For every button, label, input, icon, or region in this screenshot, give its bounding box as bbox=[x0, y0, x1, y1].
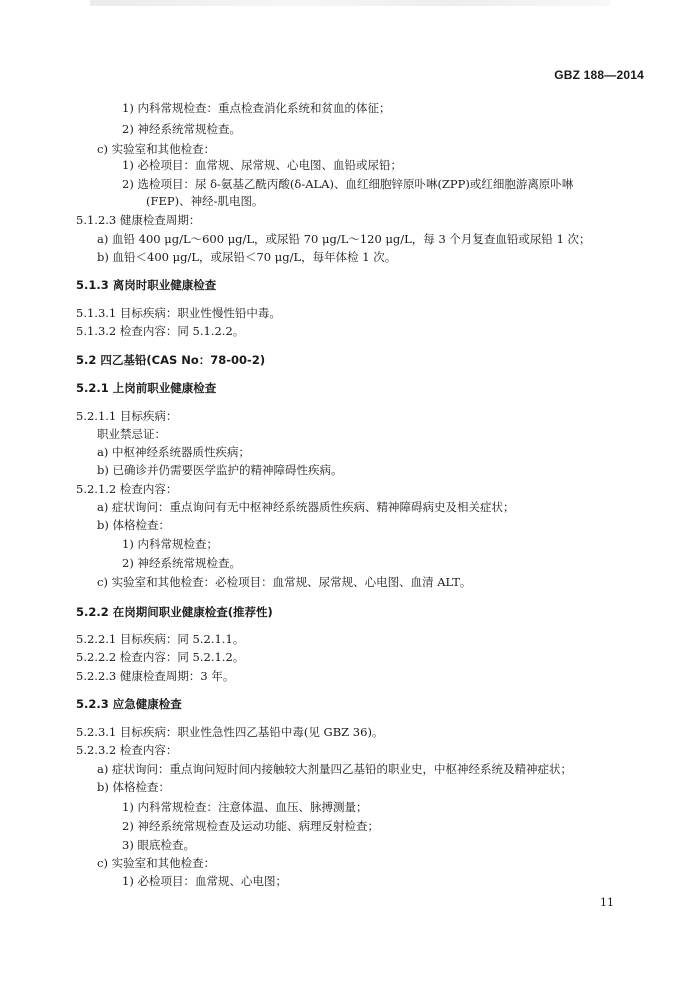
text-line: 1) 内科常规检查：注意体温、血压、脉搏测量； bbox=[122, 800, 368, 814]
text-line: 1) 内科常规检查：重点检查消化系统和贫血的体征； bbox=[122, 101, 391, 115]
text-line: (FEP)、神经-肌电图。 bbox=[146, 194, 264, 208]
section-heading: 5.2.2 在岗期间职业健康检查(推荐性) bbox=[76, 605, 273, 619]
text-line: 5.2.1.2 检查内容： bbox=[76, 482, 178, 496]
text-line: 5.1.3.1 目标疾病：职业性慢性铅中毒。 bbox=[76, 306, 281, 320]
text-line: 2) 选检项目：尿 δ-氨基乙酰丙酸(δ-ALA)、血红细胞锌原卟啉(ZPP)或红细胞游离原卟啉 bbox=[122, 177, 574, 191]
text-line: b) 已确诊并仍需要医学监护的精神障碍性疾病。 bbox=[97, 463, 343, 477]
text-line: 5.2.3.1 目标疾病：职业性急性四乙基铅中毒(见 GBZ 36)。 bbox=[76, 725, 384, 739]
text-line: c) 实验室和其他检查：必检项目：血常规、尿常规、心电图、血清 ALT。 bbox=[97, 575, 472, 589]
section-heading: 5.2 四乙基铅(CAS No：78-00-2) bbox=[76, 353, 266, 367]
text-line: 1) 必检项目：血常规、尿常规、心电图、血铅或尿铅； bbox=[122, 158, 402, 172]
section-heading: 5.2.1 上岗前职业健康检查 bbox=[76, 381, 217, 395]
scan-artifact-bar bbox=[90, 0, 610, 6]
section-heading: 5.1.3 离岗时职业健康检查 bbox=[76, 278, 217, 292]
text-line: b) 体格检查： bbox=[97, 780, 171, 794]
text-line: 1) 必检项目：血常规、心电图； bbox=[122, 874, 287, 888]
text-line: 5.1.2.3 健康检查周期： bbox=[76, 213, 201, 227]
standard-code: GBZ 188—2014 bbox=[554, 68, 644, 82]
text-line: 2) 神经系统常规检查及运动功能、病理反射检查； bbox=[122, 819, 379, 833]
text-line: a) 症状询问：重点询问短时间内接触较大剂量四乙基铅的职业史，中枢神经系统及精神症状； bbox=[97, 762, 572, 776]
text-line: 2) 神经系统常规检查。 bbox=[122, 556, 241, 570]
text-line: b) 体格检查： bbox=[97, 518, 171, 532]
text-line: 职业禁忌证： bbox=[97, 427, 166, 441]
text-line: 5.2.2.1 目标疾病：同 5.2.1.1。 bbox=[76, 632, 245, 646]
text-line: 5.2.3.2 检查内容： bbox=[76, 743, 178, 757]
text-line: c) 实验室和其他检查： bbox=[97, 856, 216, 870]
text-line: c) 实验室和其他检查： bbox=[97, 142, 216, 156]
text-line: a) 血铅 400 μg/L～600 μg/L，或尿铅 70 μg/L～120 μg/L，每 3 个月复查血铅或尿铅 1 次； bbox=[97, 232, 591, 246]
text-line: 2) 神经系统常规检查。 bbox=[122, 122, 241, 136]
text-line: b) 血铅＜400 μg/L，或尿铅＜70 μg/L，每年体检 1 次。 bbox=[97, 250, 397, 264]
text-line: 5.1.3.2 检查内容：同 5.1.2.2。 bbox=[76, 324, 245, 338]
text-line: 5.2.1.1 目标疾病： bbox=[76, 409, 178, 423]
text-line: 3) 眼底检查。 bbox=[122, 838, 195, 852]
page-number: 11 bbox=[600, 896, 614, 909]
text-line: 5.2.2.3 健康检查周期：3 年。 bbox=[76, 669, 235, 683]
text-line: 1) 内科常规检查； bbox=[122, 537, 218, 551]
section-heading: 5.2.3 应急健康检查 bbox=[76, 697, 182, 711]
text-line: a) 中枢神经系统器质性疾病； bbox=[97, 445, 250, 459]
text-line: a) 症状询问：重点询问有无中枢神经系统器质性疾病、精神障碍病史及相关症状； bbox=[97, 500, 515, 514]
text-line: 5.2.2.2 检查内容：同 5.2.1.2。 bbox=[76, 650, 245, 664]
